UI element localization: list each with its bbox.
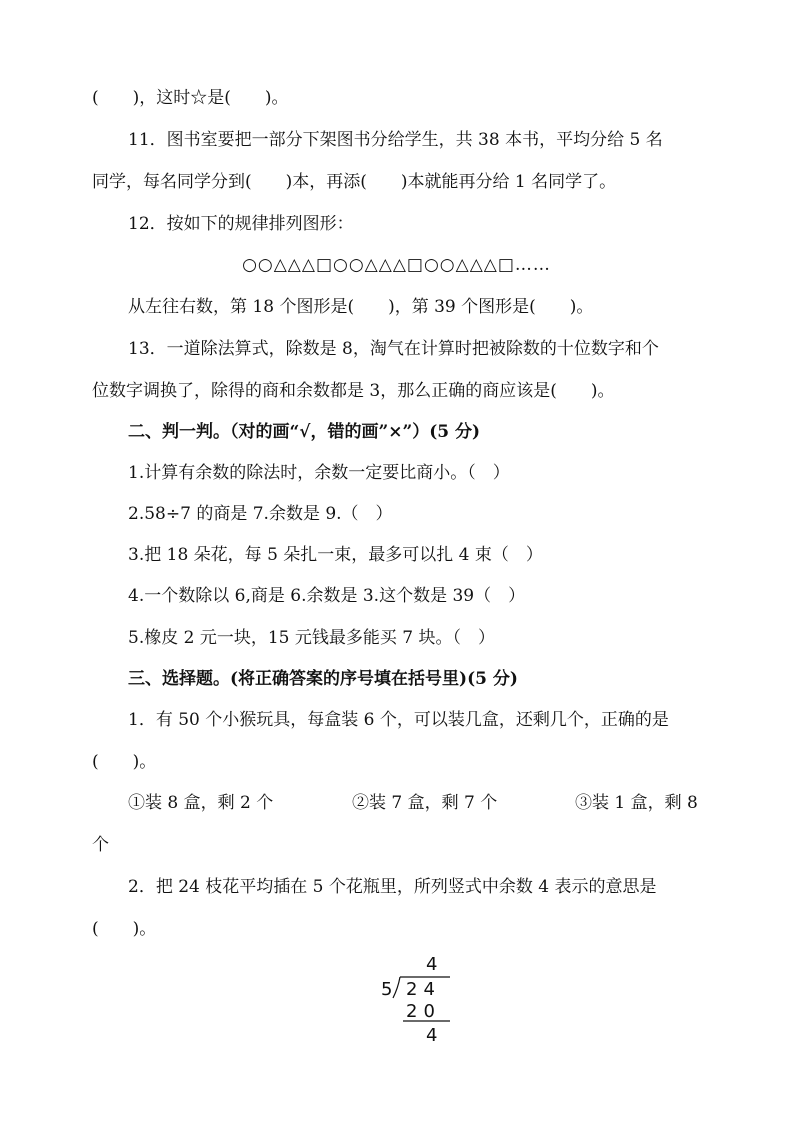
judge-item-4: 4.一个数除以 6,商是 6.余数是 3.这个数是 39（ ） — [128, 586, 526, 606]
choice-option-3-wrap: 个 — [92, 835, 109, 855]
division-remainder: 4 — [426, 1025, 444, 1046]
division-product: 20 — [406, 1001, 441, 1022]
choice-question-2-line-1: 2．把 24 枝花平均插在 5 个花瓶里，所列竖式中余数 4 表示的意思是 — [128, 877, 657, 897]
question-11-line-2: 同学，每名同学分到( )本，再添( )本就能再分给 1 名同学了。 — [92, 172, 617, 192]
division-dividend: 24 — [406, 979, 441, 1000]
question-12-line-1: 12．按如下的规律排列图形： — [128, 214, 354, 234]
question-11-line-1: 11．图书室要把一部分下架图书分给学生，共 38 本书，平均分给 5 名 — [128, 130, 663, 150]
choice-option-1: ①装 8 盒，剩 2 个 — [128, 793, 274, 813]
choice-question-1-line-1: 1．有 50 个小猴玩具，每盒装 6 个，可以装几盒，还剩几个，正确的是 — [128, 710, 669, 730]
section-3-heading: 三、选择题。(将正确答案的序号填在括号里)(5 分) — [128, 669, 518, 689]
question-13-line-2: 位数字调换了，除得的商和余数都是 3，那么正确的商应该是( )。 — [92, 381, 615, 401]
choice-question-2-line-2: ( )。 — [92, 919, 157, 939]
choice-option-2: ②装 7 盒，剩 7 个 — [352, 793, 498, 813]
question-13-line-1: 13．一道除法算式，除数是 8，淘气在计算时把被除数的十位数字和个 — [128, 339, 659, 359]
judge-item-2: 2.58÷7 的商是 7.余数是 9.（ ） — [128, 504, 393, 524]
choice-question-1-line-2: ( )。 — [92, 752, 157, 772]
choice-option-3: ③装 1 盒，剩 8 — [575, 793, 698, 813]
long-division — [370, 952, 470, 1052]
judge-item-5: 5.橡皮 2 元一块，15 元钱最多能买 7 块。（ ） — [128, 628, 496, 648]
section-2-heading: 二、判一判。（对的画“√，错的画”×”）(5 分) — [128, 422, 481, 442]
judge-item-1: 1.计算有余数的除法时，余数一定要比商小。（ ） — [128, 463, 510, 483]
division-quotient: 4 — [426, 954, 444, 975]
question-12-line-2: 从左往右数，第 18 个图形是( )，第 39 个图形是( )。 — [128, 297, 594, 317]
line-blank-star: ( )，这时☆是( )。 — [92, 88, 289, 108]
judge-item-3: 3.把 18 朵花，每 5 朵扎一束，最多可以扎 4 束（ ） — [128, 545, 543, 565]
question-12-shape-sequence: ○○△△△□○○△△△□○○△△△□…… — [242, 255, 551, 275]
division-divisor: 5 — [381, 979, 399, 1000]
